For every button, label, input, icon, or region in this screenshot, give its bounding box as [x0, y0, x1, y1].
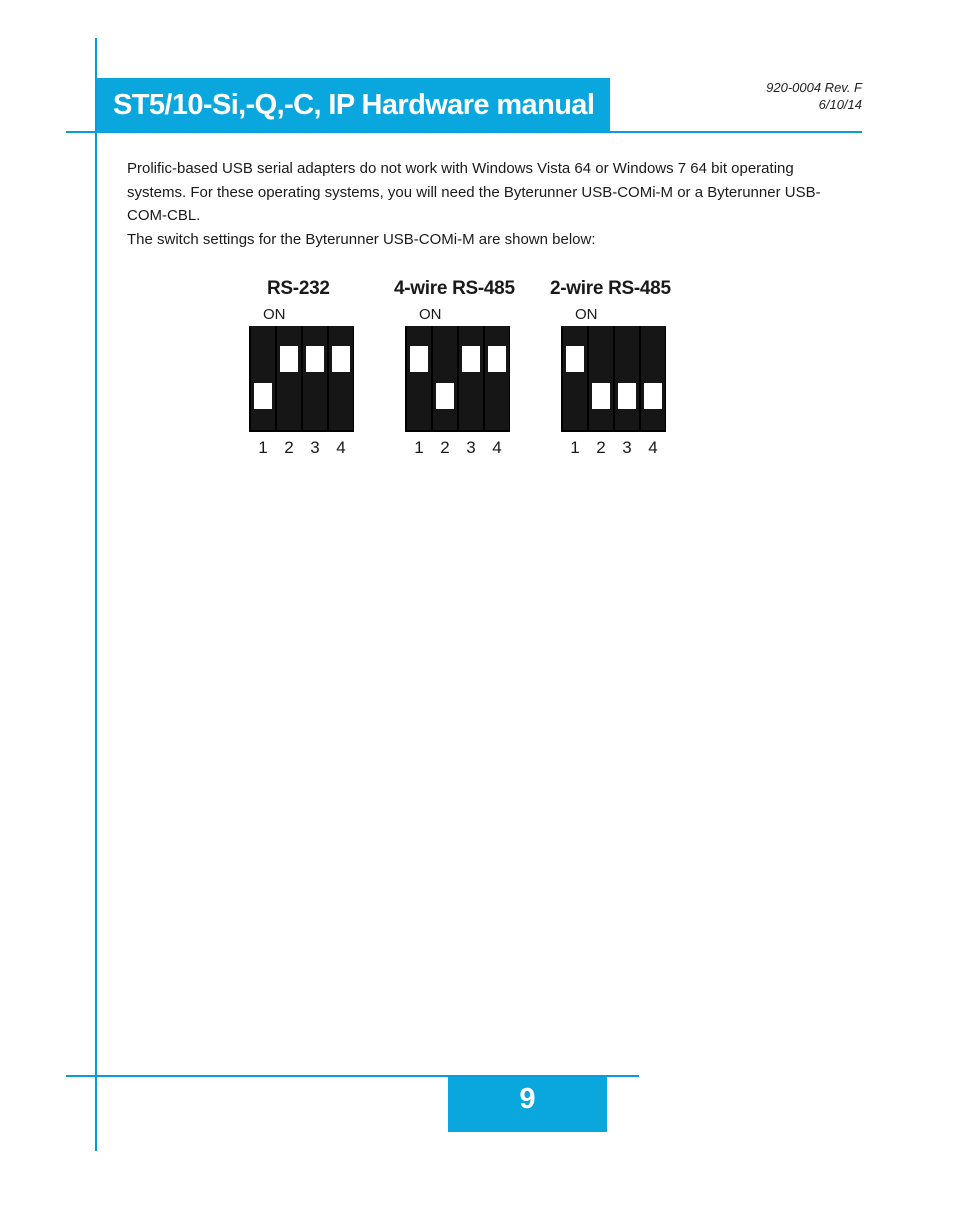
- dip-switch-3: [459, 326, 483, 430]
- dip-knob: [618, 383, 636, 409]
- switch-title: 4-wire RS-485: [394, 278, 515, 299]
- switch-on-label: ON: [419, 306, 442, 323]
- document-info: [766, 79, 862, 113]
- dip-switch-1: [563, 326, 587, 430]
- dip-knob: [332, 346, 350, 372]
- dip-switch-2: [589, 326, 613, 430]
- switch-number: 1: [258, 438, 268, 457]
- switch-number: 3: [310, 438, 320, 457]
- doc-date: 6/10/14: [818, 97, 862, 112]
- switch-number: 4: [648, 438, 658, 457]
- dip-switch-1: [407, 326, 431, 430]
- switch-title: 2-wire RS-485: [550, 278, 671, 299]
- paragraph-prolific-note: Prolific-based USB serial adapters do not work with Windows Vista 64 or Windows 7 64 bit operating systems. For these operating systems, you will need the Byterunner USB-COMi-M or a Byterunner USB-COM-CBL.: [127, 160, 821, 224]
- page-number-box: [448, 1077, 607, 1132]
- dip-switch-4: [329, 326, 353, 430]
- dip-knob: [462, 346, 480, 372]
- body-text: [127, 157, 839, 251]
- switch-number: 2: [596, 438, 606, 457]
- dip-switch-1: [251, 326, 275, 430]
- paragraph-switch-intro: The switch settings for the Byterunner USB-COMi-M are shown below:: [127, 230, 596, 248]
- left-margin-rule: [95, 38, 97, 1151]
- switch-number: 3: [622, 438, 632, 457]
- title-banner: [97, 78, 610, 132]
- switch-number: 4: [492, 438, 502, 457]
- switch-number: 2: [284, 438, 294, 457]
- dip-switch-body: [561, 326, 666, 432]
- dip-knob: [592, 383, 610, 409]
- dip-switch-4: [485, 326, 509, 430]
- dip-knob: [280, 346, 298, 372]
- dip-switch-body: [405, 326, 510, 432]
- dip-switch-body: [249, 326, 354, 432]
- dip-knob: [644, 383, 662, 409]
- switch-title: RS-232: [267, 278, 330, 299]
- switch-number: 1: [570, 438, 580, 457]
- page-title: ST5/10-Si,-Q,-C, IP Hardware manual: [113, 89, 595, 121]
- switch-number: 2: [440, 438, 450, 457]
- switch-number: 3: [466, 438, 476, 457]
- dip-switch-3: [615, 326, 639, 430]
- dip-knob: [566, 346, 584, 372]
- dip-knob: [410, 346, 428, 372]
- dip-knob: [436, 383, 454, 409]
- dip-knob: [254, 383, 272, 409]
- switch-number: 4: [336, 438, 346, 457]
- dip-switch-4: [641, 326, 665, 430]
- dip-knob: [306, 346, 324, 372]
- switch-on-label: ON: [263, 306, 286, 323]
- doc-number: 920-0004 Rev. F: [766, 80, 862, 95]
- dip-knob: [488, 346, 506, 372]
- dip-switch-3: [303, 326, 327, 430]
- dip-switch-2: [433, 326, 457, 430]
- switch-number: 1: [414, 438, 424, 457]
- switch-on-label: ON: [575, 306, 598, 323]
- dip-switch-2: [277, 326, 301, 430]
- page-number: 9: [519, 1083, 536, 1115]
